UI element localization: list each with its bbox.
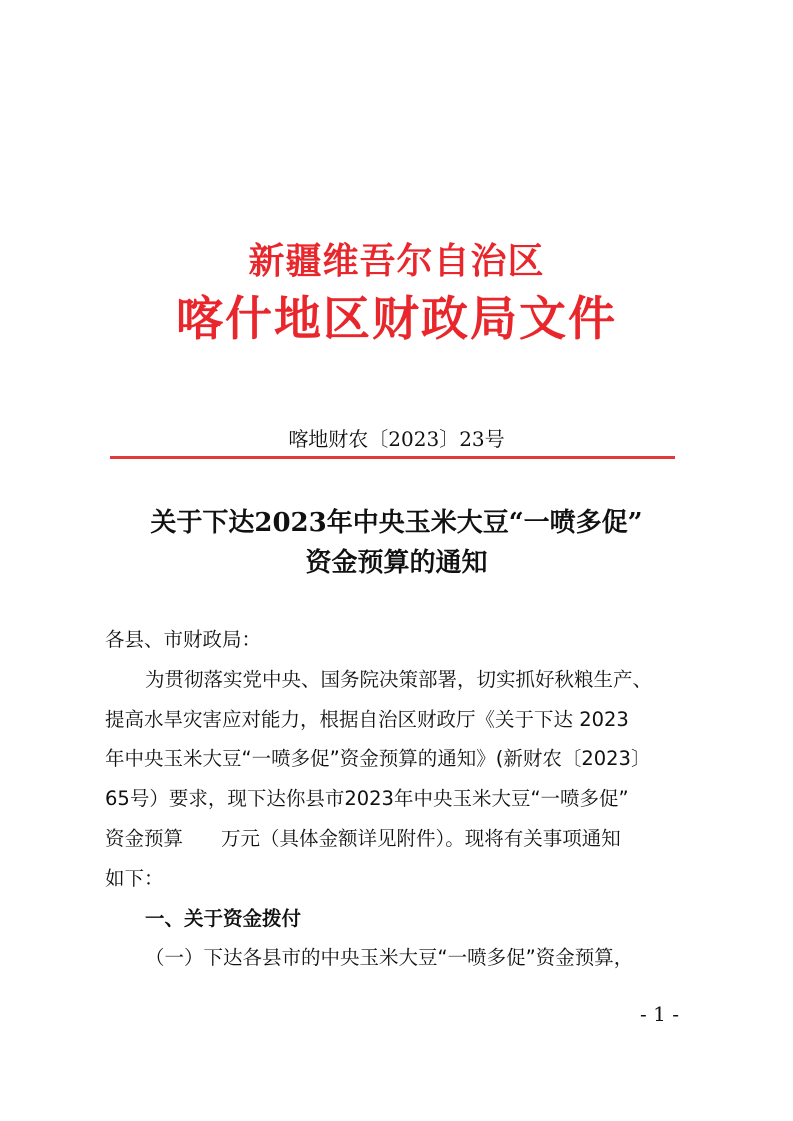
title-line-2: 资金预算的通知 bbox=[305, 548, 488, 578]
issuer-region: 新疆维吾尔自治区 bbox=[248, 240, 545, 282]
paragraph-line: 提高水旱灾害应对能力，根据自治区财政厅《关于下达 2023 bbox=[105, 707, 629, 731]
paragraph-fragment: 万元（具体金额详见附件）。现将有关事项通知 bbox=[221, 826, 621, 850]
paragraph-fragment: 资金预算 bbox=[105, 826, 184, 850]
issuer-document-header: 喀什地区财政局文件 bbox=[176, 292, 617, 347]
paragraph-line: 65号）要求，现下达你县市2023年中央玉米大豆“一喷多促” bbox=[105, 787, 629, 811]
paragraph-line: （一）下达各县市的中央玉米大豆“一喷多促”资金预算， bbox=[145, 946, 634, 970]
document-body bbox=[105, 620, 695, 978]
salutation: 各县、市财政局： bbox=[105, 628, 262, 651]
paragraph-line: 为贯彻落实党中央、国务院决策部署，切实抓好秋粮生产、 bbox=[145, 667, 653, 691]
document-number: 喀地财农〔2023〕23号 bbox=[288, 427, 505, 451]
title-line-1: 关于下达2023年中央玉米大豆“一喷多促” bbox=[150, 508, 643, 538]
section-heading: 一、关于资金拨付 bbox=[145, 906, 302, 930]
paragraph-line: 如下： bbox=[105, 866, 164, 890]
red-divider-line bbox=[110, 456, 675, 459]
paragraph-line: 年中央玉米大豆“一喷多促”资金预算的通知》(新财农〔2023〕 bbox=[105, 747, 651, 771]
document-title bbox=[0, 503, 793, 583]
paragraph-line bbox=[105, 819, 695, 859]
page-number: - 1 - bbox=[640, 1002, 679, 1026]
